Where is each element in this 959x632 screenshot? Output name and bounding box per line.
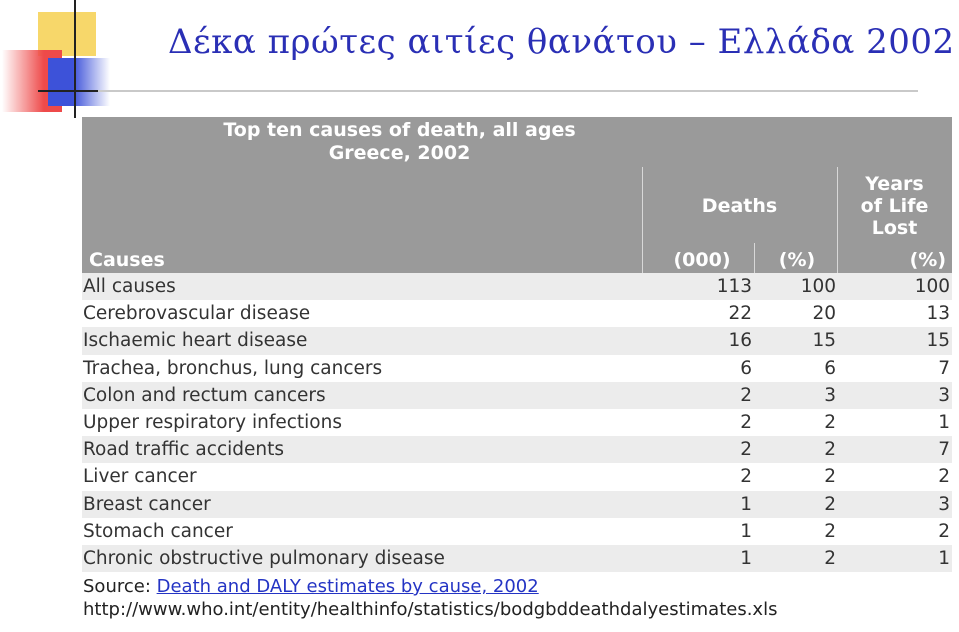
cause-cell: Chronic obstructive pulmonary disease	[83, 547, 445, 569]
deaths-000-cell: 1	[740, 493, 752, 515]
deaths-000-cell: 113	[716, 276, 752, 297]
deaths-000-cell: 2	[740, 384, 752, 406]
deaths-000-header: (000)	[673, 249, 731, 271]
decorative-vertical-line	[74, 0, 76, 118]
table-row	[82, 491, 952, 518]
yll-pct-cell: 3	[938, 493, 950, 515]
deaths-000-cell: 16	[728, 330, 752, 352]
cause-cell: Trachea, bronchus, lung cancers	[83, 357, 383, 379]
cause-cell: Colon and rectum cancers	[83, 384, 326, 406]
deaths-pct-header: (%)	[778, 249, 816, 271]
deaths-pct-cell: 2	[824, 439, 836, 461]
table-row	[82, 273, 952, 300]
deaths-000-cell: 2	[740, 466, 752, 488]
yll-pct-cell: 2	[938, 466, 950, 488]
source-link[interactable]: Death and DALY estimates by cause, 2002	[156, 576, 539, 597]
deaths-pct-cell: 2	[824, 493, 836, 515]
deaths-000-cell: 22	[728, 303, 752, 325]
cause-cell: Breast cancer	[83, 493, 211, 515]
deaths-000-cell: 2	[740, 439, 752, 461]
source-url: http://www.who.int/entity/healthinfo/statistics/bodgbddeathdalyestimates.xls	[83, 599, 778, 620]
table-title: Top ten causes of death, all ages	[223, 119, 576, 141]
cause-cell: Ischaemic heart disease	[83, 330, 308, 352]
table-row	[82, 463, 952, 490]
table-subtitle: Greece, 2002	[328, 142, 471, 164]
deaths-pct-cell: 3	[824, 384, 836, 406]
deaths-header: Deaths	[701, 195, 778, 217]
years-of-life-lost-header	[837, 173, 952, 239]
causes-of-death-table	[82, 117, 952, 572]
cause-cell: All causes	[83, 276, 176, 297]
deaths-000-cell: 1	[740, 520, 752, 542]
table-row	[82, 436, 952, 463]
yll-pct-cell: 7	[938, 357, 950, 379]
deaths-pct-cell: 6	[824, 357, 836, 379]
table-row	[82, 518, 952, 545]
yll-pct-cell: 3	[938, 384, 950, 406]
table-header	[82, 117, 952, 273]
source-label: Source:	[83, 576, 157, 597]
yll-pct-cell: 1	[938, 547, 950, 569]
decorative-blue-square	[48, 58, 110, 106]
deaths-pct-cell: 2	[824, 411, 836, 433]
deaths-pct-cell: 2	[824, 547, 836, 569]
table-row	[82, 327, 952, 354]
deaths-000-cell: 6	[740, 357, 752, 379]
table-row	[82, 355, 952, 382]
title-underline	[38, 90, 918, 92]
cause-cell: Cerebrovascular disease	[83, 303, 311, 325]
yll-pct-header: (%)	[909, 249, 946, 271]
table-row	[82, 382, 952, 409]
table-body	[82, 273, 952, 572]
slide-title: Δέκα πρώτες αιτίες θανάτου – Ελλάδα 2002	[168, 22, 955, 62]
cause-cell: Liver cancer	[83, 466, 197, 488]
table-row	[82, 300, 952, 327]
deaths-pct-cell: 15	[812, 330, 836, 352]
deaths-pct-cell: 2	[824, 520, 836, 542]
yll-pct-cell: 2	[938, 520, 950, 542]
header-divider	[642, 167, 643, 273]
deaths-000-cell: 1	[740, 547, 752, 569]
deaths-pct-cell: 20	[812, 303, 836, 325]
yll-header-line: Lost	[871, 217, 918, 239]
cause-cell: Road traffic accidents	[83, 439, 284, 461]
yll-pct-cell: 1	[938, 411, 950, 433]
yll-pct-cell: 100	[914, 276, 950, 297]
yll-pct-cell: 15	[926, 330, 950, 352]
yll-pct-cell: 13	[926, 303, 950, 325]
deaths-pct-cell: 100	[800, 276, 836, 297]
table-row	[82, 545, 952, 572]
cause-cell: Stomach cancer	[83, 520, 233, 542]
deaths-pct-cell: 2	[824, 466, 836, 488]
source-line	[83, 576, 539, 597]
causes-header: Causes	[89, 249, 165, 271]
yll-header-line: Years	[865, 173, 924, 195]
deaths-000-cell: 2	[740, 411, 752, 433]
yll-pct-cell: 7	[938, 439, 950, 461]
header-divider	[754, 243, 755, 273]
table-row	[82, 409, 952, 436]
yll-header-line: of Life	[860, 195, 929, 217]
cause-cell: Upper respiratory infections	[83, 411, 342, 433]
